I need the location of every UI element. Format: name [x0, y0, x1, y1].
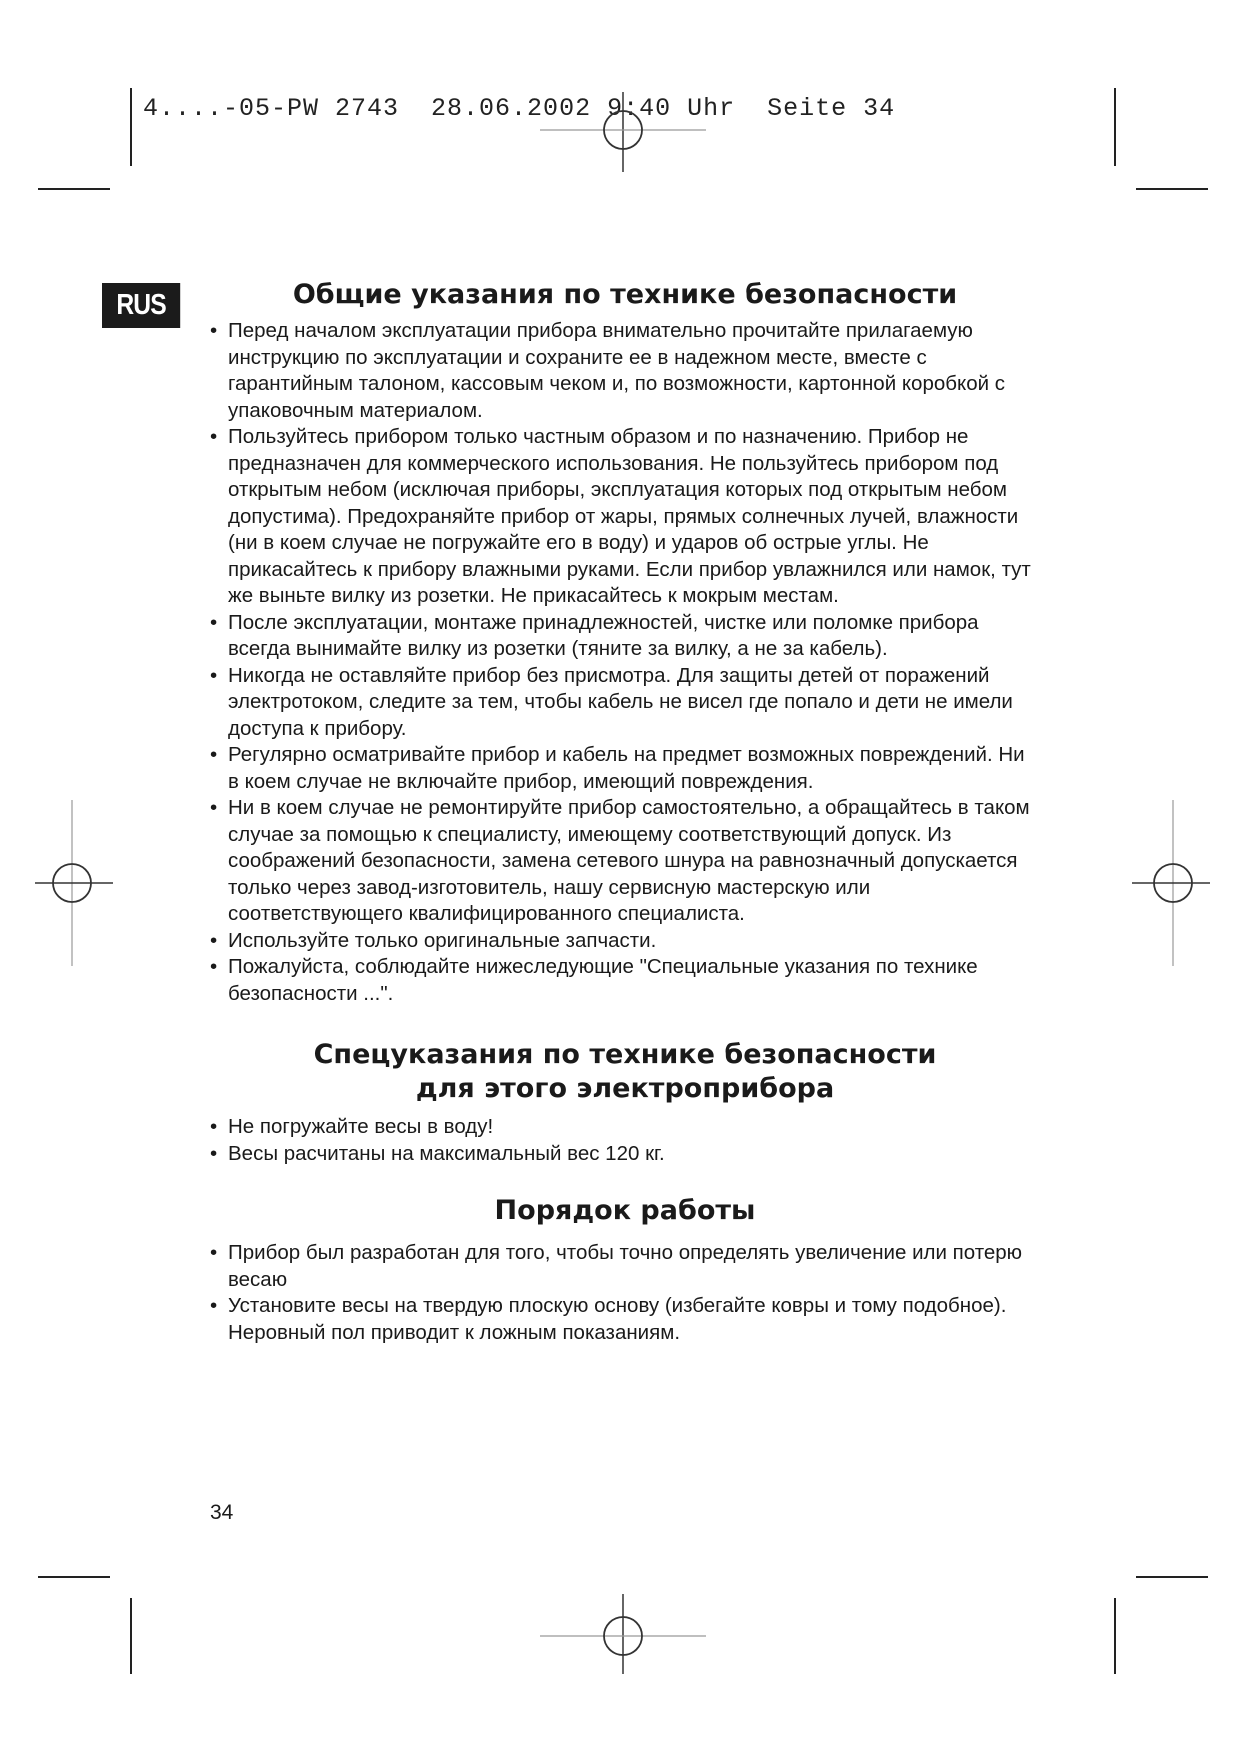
language-tab: RUS — [102, 283, 180, 328]
list-item: • Весы расчитаны на максимальный вес 120 кг. — [210, 1141, 665, 1165]
registration-mark-top-icon — [540, 92, 706, 172]
list-item: • Регулярно осматривайте прибор и кабель на предмет возможных повреждений. Ни в коем случае не включайте прибор, имеющий повреждения. — [210, 743, 1025, 793]
registration-mark-bottom-icon — [540, 1594, 706, 1674]
section-title-line-1: Спецуказания по технике безопасности — [313, 1039, 937, 1070]
special-safety-list — [210, 1114, 1040, 1167]
list-item: • Используйте только оригинальные запчасти. — [210, 928, 657, 952]
section-title-operation: Порядок работы — [494, 1195, 756, 1226]
general-safety-list — [210, 318, 1040, 1007]
list-item: • Прибор был разработан для того, чтобы точно определять увеличение или потерю весаю — [210, 1241, 1023, 1291]
crop-mark-top-right-horizontal — [1136, 188, 1208, 190]
section-title-special-safety — [210, 1038, 1040, 1106]
list-item: • Ни в коем случае не ремонтируйте прибор самостоятельно, а обращайтесь в таком случае за помощью к специалисту, имеющему соответствующий допуск. Из соображений безопасности, замена сетевого шнура на равнозначный допускается только через завод-изготовитель, нашу сервисную мастерскую или соответствующего квалифицированного специалиста. — [210, 796, 1030, 925]
crop-mark-top-left-horizontal — [38, 188, 110, 190]
crop-mark-bottom-left-horizontal — [38, 1576, 110, 1578]
registration-mark-right-icon — [1132, 800, 1210, 966]
crop-mark-top-left-vertical — [130, 88, 132, 166]
list-item: • Перед началом эксплуатации прибора внимательно прочитайте прилагаемую инструкцию по эксплуатации и сохраните ее в надежном месте, вместе с гарантийным талоном, кассовым чеком и, по возможности, картонной коробкой с упаковочным материалом. — [210, 319, 1005, 422]
list-item: • После эксплуатации, монтаже принадлежностей, чистке или поломке прибора всегда вынимайте вилку из розетки (тяните за вилку, а не за кабель). — [210, 610, 979, 660]
crop-mark-bottom-right-horizontal — [1136, 1576, 1208, 1578]
list-item: • Пожалуйста, соблюдайте нижеследующие "Специальные указания по технике безопасности ...". — [210, 955, 978, 1005]
section-title-general-safety: Общие указания по технике безопасности — [292, 279, 958, 310]
list-item: • Не погружайте весы в воду! — [210, 1115, 494, 1138]
crop-mark-top-right-vertical — [1114, 88, 1116, 166]
list-item: • Установите весы на твердую плоскую основу (избегайте ковры и тому подобное). Неровный пол приводит к ложным показаниям. — [210, 1294, 1007, 1344]
crop-mark-bottom-left-vertical — [130, 1598, 132, 1674]
page-number: 34 — [210, 1501, 234, 1524]
list-item: • Пользуйтесь прибором только частным образом и по назначению. Прибор не предназначен для коммерческого использования. Не пользуйтесь прибором под открытым небом (исключая приборы, эксплуатация которых под открытым небом допустима). Предохраняйте прибор от жары, прямых солнечных лучей, влажности (ни в коем случае не погружайте его в воду) и ударов об острые углы. Не прикасайтесь к прибору влажными руками. Если прибор увлажнился или намок, тут же выньте вилку из розетки. Не прикасайтесь к мокрым местам. — [210, 425, 1031, 607]
print-slug: 4....-05-PW 2743 28.06.2002 9:40 Uhr Seite 34 — [143, 94, 896, 123]
registration-mark-left-icon — [35, 800, 113, 966]
crop-mark-bottom-right-vertical — [1114, 1598, 1116, 1674]
list-item: • Никогда не оставляйте прибор без присмотра. Для защиты детей от поражений электротоком, следите за тем, чтобы кабель не висел где попало и дети не имели доступа к прибору. — [210, 663, 1013, 740]
document-body — [210, 278, 1040, 1346]
operation-list — [210, 1240, 1040, 1346]
section-title-line-2: для этого электроприбора — [415, 1073, 835, 1104]
